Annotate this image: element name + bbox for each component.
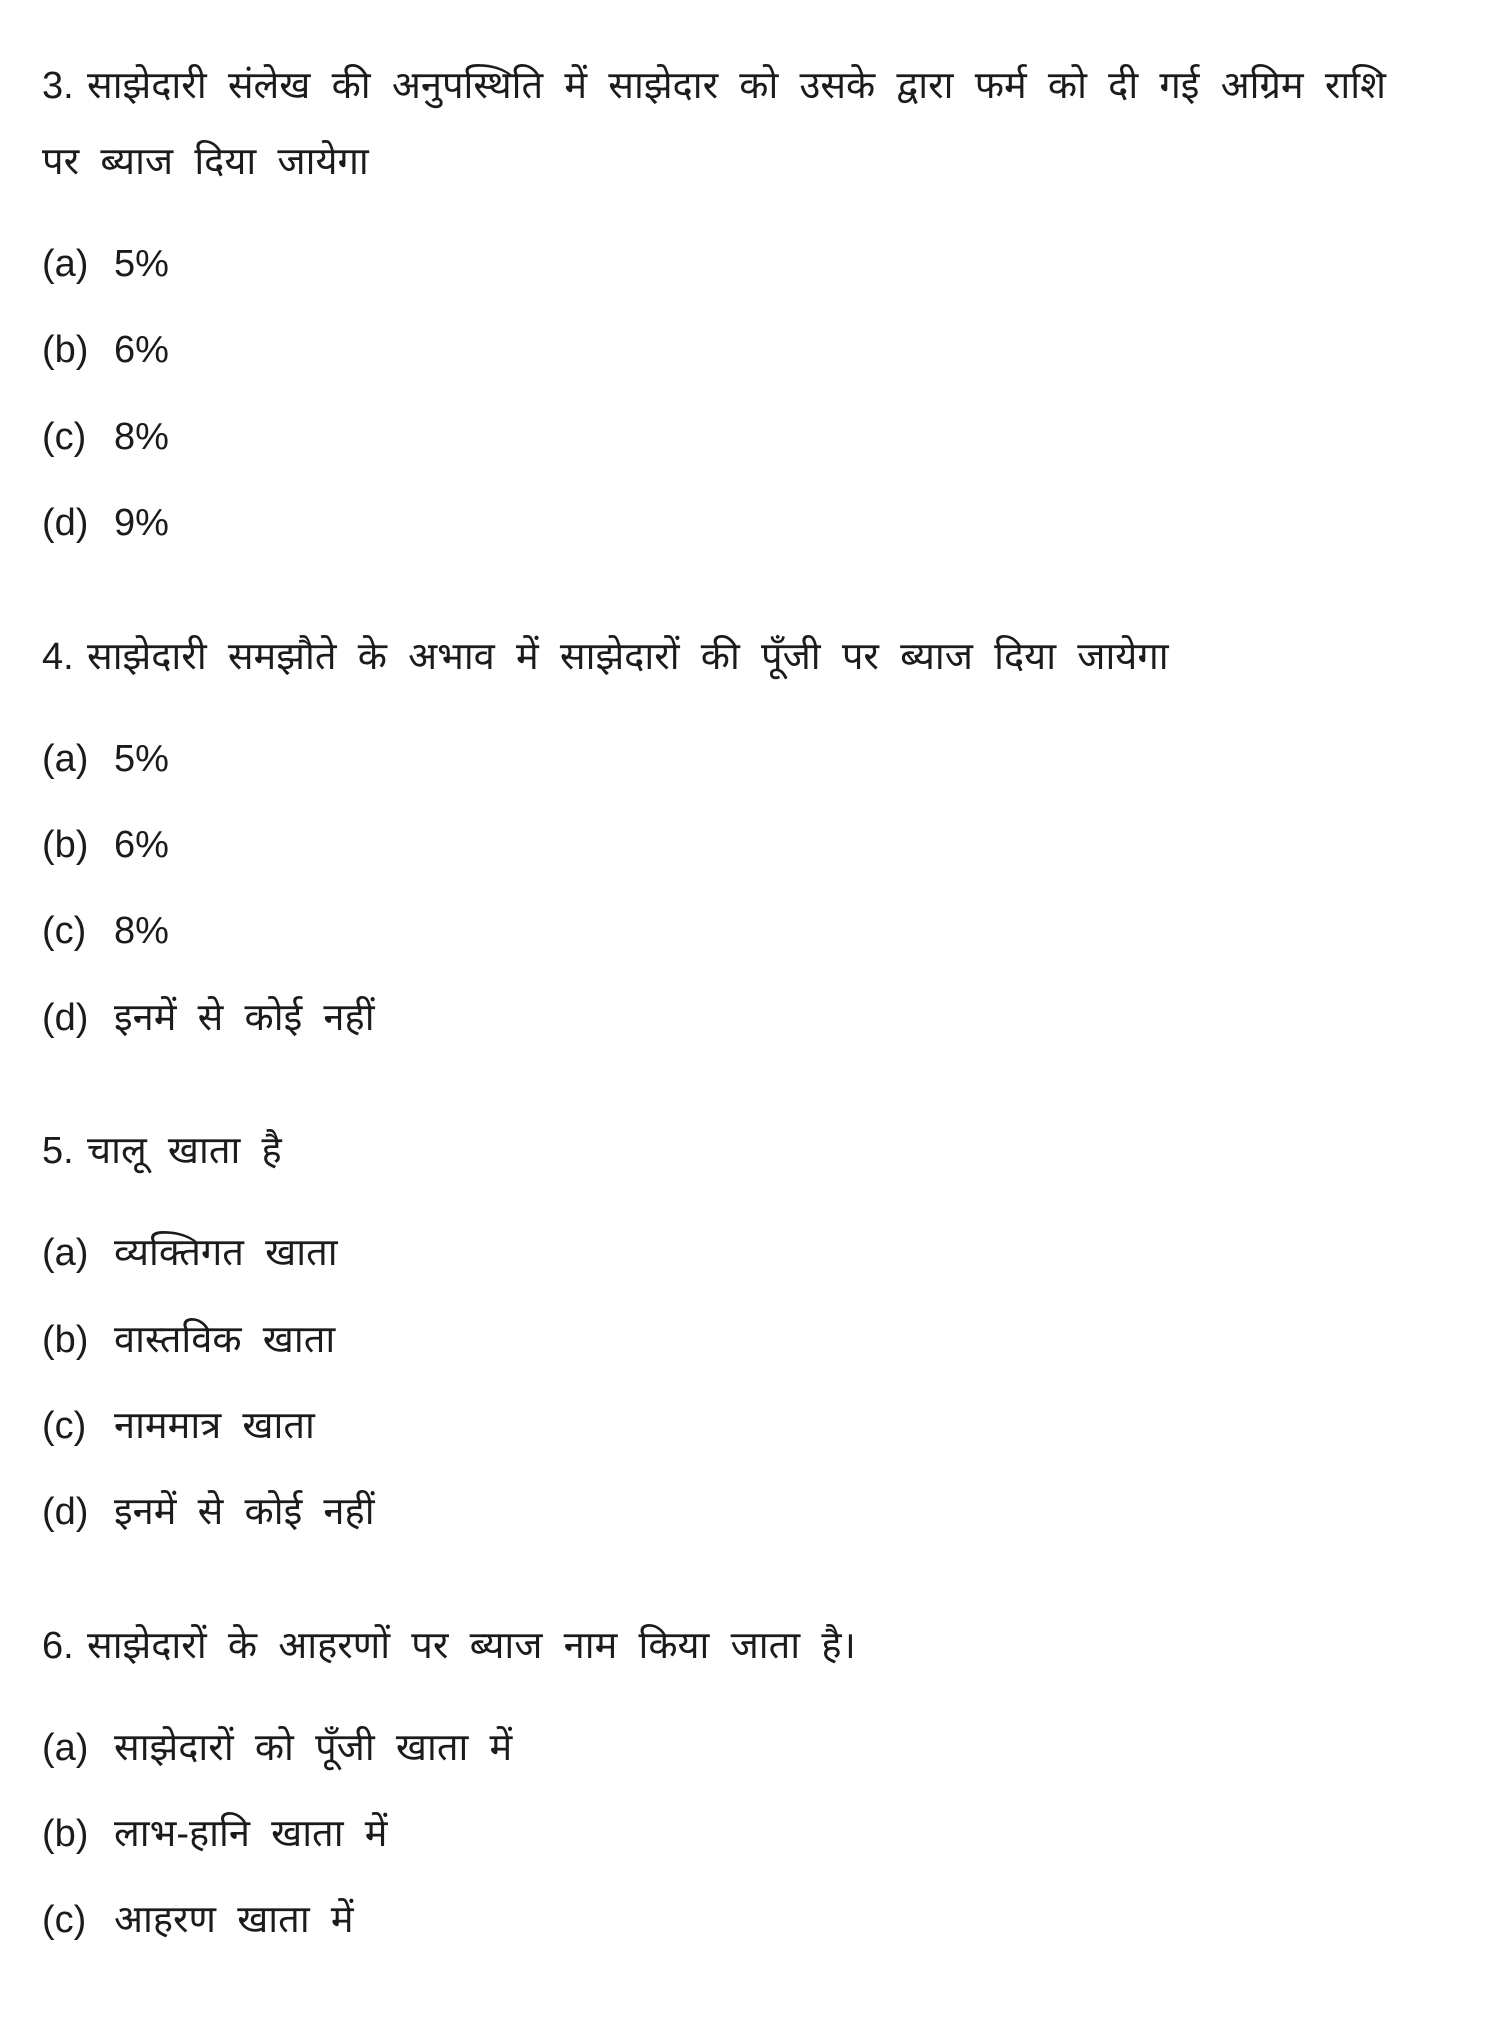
question-body: साझेदारों के आहरणों पर ब्याज नाम किया जाता है। xyxy=(87,1624,856,1667)
question-6-text xyxy=(42,1608,1410,1684)
option-label: (b) xyxy=(42,823,89,866)
option-text: 5% xyxy=(114,243,169,285)
question-number: 6. xyxy=(42,1624,74,1667)
option-text: 8% xyxy=(114,910,169,953)
option-text: वास्तविक खाता xyxy=(114,1318,336,1361)
question-5-option-c xyxy=(42,1402,1410,1451)
question-5-option-a xyxy=(42,1229,1410,1278)
question-4-option-b xyxy=(42,821,1410,870)
question-3-text xyxy=(42,48,1410,200)
option-text: साझेदारों को पूँजी खाता में xyxy=(114,1726,513,1769)
option-label: (c) xyxy=(42,415,87,458)
mcq-document-page xyxy=(42,48,1410,1946)
question-number: 3. xyxy=(42,65,74,107)
question-4-text xyxy=(42,619,1410,695)
question-6 xyxy=(42,1608,1410,1946)
option-label: (c) xyxy=(42,1404,87,1447)
question-5-text xyxy=(42,1113,1410,1189)
option-label: (b) xyxy=(42,1813,89,1856)
option-label: (a) xyxy=(42,737,89,780)
question-3-option-d xyxy=(42,499,1410,548)
option-text: नाममात्र खाता xyxy=(114,1404,315,1447)
option-label: (c) xyxy=(42,910,87,953)
question-number: 5. xyxy=(42,1130,74,1173)
option-label: (d) xyxy=(42,502,89,545)
option-label: (a) xyxy=(42,1726,89,1769)
option-label: (b) xyxy=(42,1318,89,1361)
option-label: (a) xyxy=(42,1232,89,1275)
option-text: 5% xyxy=(114,737,169,780)
option-label: (d) xyxy=(42,1491,89,1534)
question-number: 4. xyxy=(42,635,74,678)
question-4-option-a xyxy=(42,735,1410,784)
question-3 xyxy=(42,48,1410,549)
question-6-option-c xyxy=(42,1896,1410,1945)
option-label: (a) xyxy=(42,243,89,285)
question-3-option-a xyxy=(42,240,1410,289)
question-body: चालू खाता है xyxy=(87,1130,282,1173)
question-5-option-b xyxy=(42,1316,1410,1365)
option-text: लाभ-हानि खाता में xyxy=(114,1813,388,1856)
option-text: व्यक्तिगत खाता xyxy=(114,1232,338,1275)
question-4-option-d xyxy=(42,994,1410,1043)
question-6-option-b xyxy=(42,1810,1410,1859)
option-text: 9% xyxy=(114,502,169,545)
question-5-option-d xyxy=(42,1488,1410,1537)
question-5 xyxy=(42,1113,1410,1538)
option-label: (d) xyxy=(42,996,89,1039)
option-text: इनमें से कोई नहीं xyxy=(114,1491,375,1534)
question-body: साझेदारी संलेख की अनुपस्थिति में साझेदार को उसके द्वारा फर्म को दी गई अग्रिम राशि पर ब्याज दिया जायेगा xyxy=(42,65,1386,183)
option-text: 6% xyxy=(114,329,169,372)
question-body: साझेदारी समझौते के अभाव में साझेदारों की पूँजी पर ब्याज दिया जायेगा xyxy=(87,635,1169,678)
option-text: आहरण खाता में xyxy=(114,1899,354,1942)
question-6-option-a xyxy=(42,1724,1410,1773)
option-text: 8% xyxy=(114,415,169,458)
question-3-option-b xyxy=(42,326,1410,375)
option-text: इनमें से कोई नहीं xyxy=(114,996,375,1039)
question-4-option-c xyxy=(42,907,1410,956)
question-3-option-c xyxy=(42,413,1410,462)
option-label: (b) xyxy=(42,329,89,372)
option-label: (c) xyxy=(42,1899,87,1942)
question-4 xyxy=(42,619,1410,1044)
option-text: 6% xyxy=(114,823,169,866)
